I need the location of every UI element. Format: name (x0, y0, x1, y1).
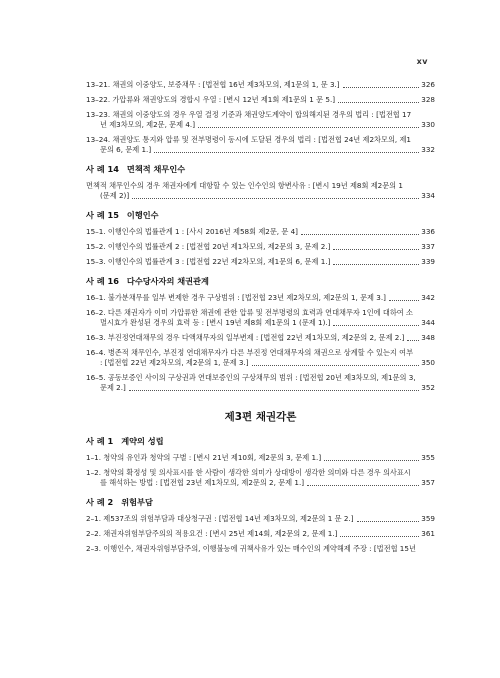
page-ref: 328 (421, 95, 435, 104)
entry-line (86, 191, 435, 201)
toc-entry (86, 468, 435, 488)
entry-text: 멸시효가 완성된 경우의 효력 등 : [변시 19년 제8회 제1문의 1 (문제 1).] (100, 318, 331, 327)
page-ref: 357 (421, 478, 435, 487)
entry-line (86, 308, 435, 318)
entry-text: 16–4. 병존적 채무인수, 부진정 연대채무자가 다른 부진정 연대채무자의 채권으로 상계할 수 있는지 여부 (86, 348, 414, 357)
entry-line (86, 227, 435, 237)
dot-leader (324, 460, 419, 461)
page-ref: 355 (421, 453, 435, 462)
dot-leader (338, 102, 419, 103)
toc-entry (86, 544, 435, 554)
entry-line (86, 95, 435, 105)
entry-line (86, 135, 435, 145)
case-label: 사 례 15 (86, 210, 119, 220)
entry-text: 15–3. 이행인수의 법률관계 3 : [법전협 22년 제2차모의, 제1문의 6, 문제 1.] (86, 257, 331, 266)
page-ref: 326 (421, 80, 435, 89)
entry-text: 1–2. 청약의 확정성 및 의사표시를 한 사람이 생각한 의미가 상대방이 생각한 의미와 다른 경우 의사표시 (86, 468, 411, 477)
entry-text: 를 해석하는 방법 : [법전협 23년 제1차모의, 제2문의 2, 문제 1.] (100, 478, 305, 487)
dot-leader (129, 390, 419, 391)
page-ref: 342 (421, 293, 435, 302)
entry-text: 2–3. 이행인수, 채권자위험부담주의, 이행불능에 귀책사유가 있는 매수인의 계약해제 주장 : [법전협 15년 (86, 544, 416, 553)
entry-line (86, 358, 435, 368)
dot-leader (357, 521, 420, 522)
entry-line (86, 145, 435, 155)
page-ref: 352 (421, 383, 435, 392)
dot-leader (301, 234, 419, 235)
toc-entry (86, 181, 435, 201)
dot-leader (389, 300, 419, 301)
entry-text: 13–23. 채권의 이중양도의 경우 우열 결정 기준과 채권양도계약이 합의해지된 경우의 법리 : [법전협 17 (86, 110, 412, 119)
entry-text: 문제 2.] (100, 383, 126, 392)
case-title: 계약의 성립 (121, 436, 164, 446)
entry-line (86, 383, 435, 393)
toc-entry (86, 95, 435, 105)
entry-text: 년 제3차모의, 제2문, 문제 4.] (100, 120, 196, 129)
case-title: 다수당사자의 채권관계 (126, 276, 209, 286)
entry-line (86, 373, 435, 383)
toc-entry (86, 242, 435, 252)
case-heading (86, 164, 435, 175)
entry-text: 13–24. 채권양도 통지와 압류 및 전부명령이 동시에 도달된 경우의 법리 : [법전협 24년 제2차모의, 제1 (86, 135, 411, 144)
page-ref: 361 (421, 529, 435, 538)
entry-text: (문제 2)] (100, 191, 130, 200)
entry-text: 15–1. 이행인수의 법률관계 1 : [사시 2016년 제58회 제2문, 문 4] (86, 227, 298, 236)
dot-leader (340, 536, 419, 537)
case-label: 사 례 2 (86, 497, 114, 507)
entry-line (86, 348, 435, 358)
page-ref: 359 (421, 514, 435, 523)
case-heading (86, 276, 435, 287)
case-label: 사 례 14 (86, 164, 119, 174)
entry-text: 16–5. 공동보증인 사이의 구상권과 연대보증인의 구상채무의 범위 : [법전협 20년 제3차모의, 제1문의 3, (86, 373, 416, 382)
page-ref: 332 (421, 145, 435, 154)
page-ref: 350 (421, 358, 435, 367)
entry-text: 13–21. 채권의 이중양도, 보증채무 : [법전협 16년 제3차모의, 제1문의 1, 문 3.] (86, 80, 340, 89)
entry-text: : [법전협 22년 제2차모의, 제2문의 1, 문제 3.] (100, 358, 249, 367)
entry-line (86, 468, 435, 478)
toc-entry (86, 308, 435, 328)
case-title: 면책적 채무인수 (126, 164, 186, 174)
case-label: 사 례 1 (86, 436, 114, 446)
case-heading (86, 497, 435, 508)
entry-text: 1–1. 청약의 유인과 청약의 구별 : [변시 21년 제10회, 제2문의 3, 문제 1.] (86, 453, 322, 462)
entry-text: 16–2. 다른 채권자가 이미 가압류한 채권에 관한 압류 및 전부명령의 효력과 연대채무자 1인에 대하여 소 (86, 308, 413, 317)
entry-line (86, 181, 435, 191)
dot-leader (252, 365, 419, 366)
entry-text: 13–22. 가압류와 채권양도의 경합시 우열 : [변시 12년 제1회 제1문의 1 문 5.] (86, 95, 336, 104)
case-heading (86, 210, 435, 221)
toc-entry (86, 514, 435, 524)
dot-leader (333, 249, 419, 250)
toc-entry (86, 293, 435, 303)
entry-text: 15–2. 이행인수의 법률관계 2 : [법전협 20년 제1차모의, 제2문의 3, 문제 2.] (86, 242, 331, 251)
toc-entry (86, 333, 435, 343)
table-of-contents (86, 80, 435, 559)
case-title: 위험부담 (121, 497, 153, 507)
entry-text: 16–1. 불가분채무를 일부 변제한 경우 구상범위 : [법전협 23년 제2차모의, 제2문의 1, 문제 3.] (86, 293, 386, 302)
entry-line (86, 453, 435, 463)
toc-entry (86, 80, 435, 90)
entry-text: 2–1. 제537조의 위험부담과 대상청구권 : [법전협 14년 제3차모의, 제2문의 1 문 2.] (86, 514, 354, 523)
toc-entry (86, 227, 435, 237)
page-ref: 330 (421, 120, 435, 129)
dot-leader (154, 152, 419, 153)
page-ref: 339 (421, 257, 435, 266)
toc-entry (86, 373, 435, 393)
entry-line (86, 478, 435, 488)
dot-leader (407, 340, 419, 341)
toc-entry (86, 453, 435, 463)
entry-line (86, 514, 435, 524)
case-heading (86, 436, 435, 447)
page-ref: 348 (421, 333, 435, 342)
entry-line (86, 544, 435, 554)
dot-leader (333, 325, 419, 326)
entry-text: 면책적 채무인수의 경우 채권자에게 대항할 수 있는 인수인의 항변사유 : [변시 19년 제8회 제2문의 1 (86, 181, 403, 190)
entry-line (86, 333, 435, 343)
case-title: 이행인수 (126, 210, 159, 220)
dot-leader (198, 127, 419, 128)
entry-line (86, 242, 435, 252)
toc-entry (86, 257, 435, 267)
toc-entry (86, 110, 435, 130)
case-label: 사 례 16 (86, 276, 119, 286)
part-title: 제3편 채권각론 (224, 411, 297, 423)
page-ref: 336 (421, 227, 435, 236)
entry-text: 2–2. 채권자위험부담주의의 적용요건 : [변시 25년 제14회, 제2문의 2, 문제 1.] (86, 529, 338, 538)
toc-entry (86, 135, 435, 155)
page-ref: 337 (421, 242, 435, 251)
entry-line (86, 80, 435, 90)
entry-text: 16–3. 부진정연대채무의 경우 다액채무자의 일부변제 : [법전협 22년 제1차모의, 제2문의 2, 문제 2.] (86, 333, 405, 342)
entry-text: 문의 6, 문제 1.] (100, 145, 152, 154)
entry-line (86, 529, 435, 539)
toc-entry (86, 348, 435, 368)
entry-line (86, 257, 435, 267)
entry-line (86, 120, 435, 130)
page-ref: 334 (421, 191, 435, 200)
dot-leader (132, 198, 419, 199)
dot-leader (333, 264, 419, 265)
entry-line (86, 293, 435, 303)
dot-leader (343, 87, 419, 88)
dot-leader (307, 485, 419, 486)
entry-line (86, 318, 435, 328)
page-ref: 344 (421, 318, 435, 327)
page-number: xv (416, 57, 428, 66)
toc-entry (86, 529, 435, 539)
entry-line (86, 110, 435, 120)
